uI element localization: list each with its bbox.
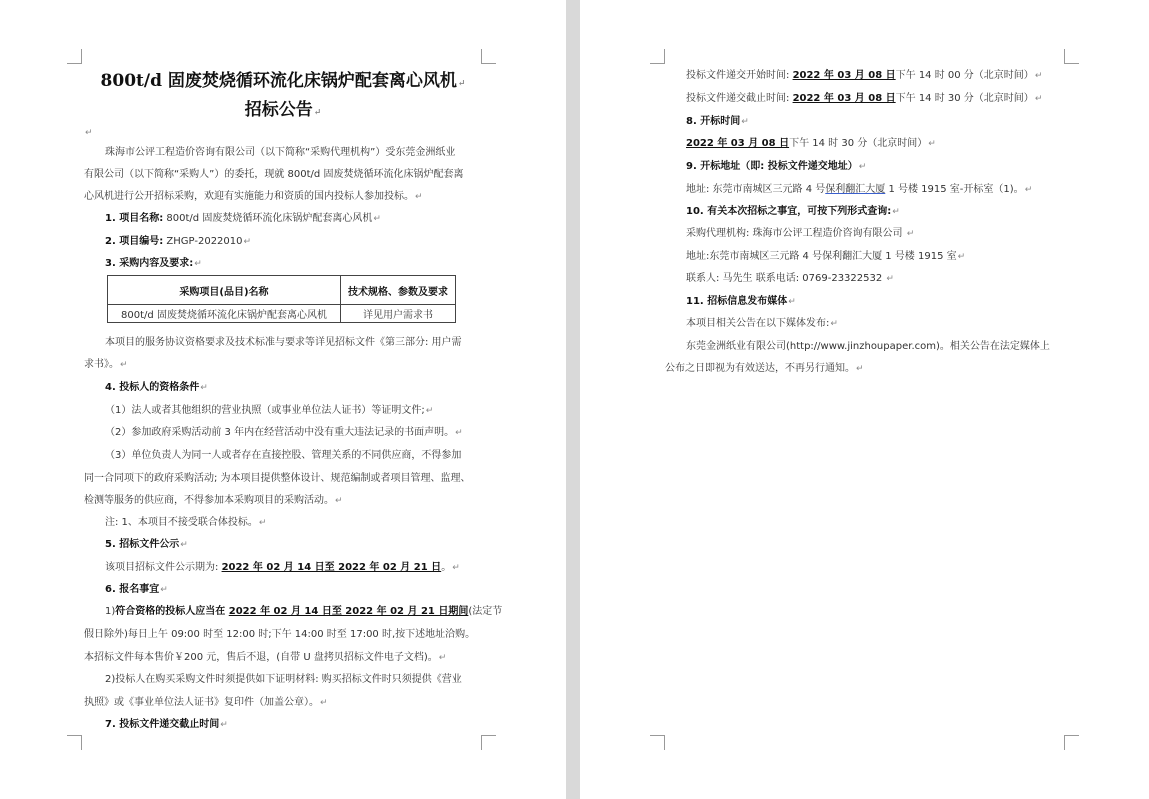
section-publicity: 5. 招标文件公示↵	[105, 539, 188, 550]
crop-mark	[67, 735, 82, 750]
qualification-item: （3）单位负责人为同一人或者存在直接控股、管理关系的不同供应商，不得参加	[105, 450, 462, 461]
crop-mark	[481, 49, 496, 64]
section-inquiry: 10. 有关本次招标之事宜，可按下列形式查询:↵	[686, 206, 900, 217]
section-opening-time: 8. 开标时间↵	[686, 116, 749, 127]
service-paragraph: 本项目的服务协议资格要求及技术标准与要求等详见招标文件《第三部分: 用户需	[105, 337, 462, 348]
table-cell: 800t/d 固废焚烧循环流化床锅炉配套离心风机	[108, 305, 341, 323]
table-header-row	[108, 276, 456, 305]
publicity-period: 该项目招标文件公示期为: 2022 年 02 月 14 日至 2022 年 02 月 21 日。↵	[105, 562, 460, 573]
empty-paragraph: ↵	[85, 128, 93, 138]
registration-paragraph: 2)投标人在购买采购文件时须提供如下证明材料: 购买招标文件时只须提供《营业	[105, 674, 462, 685]
service-paragraph: 求书》。↵	[84, 359, 128, 370]
section-registration: 6. 报名事宜↵	[105, 584, 168, 595]
address-link[interactable]: 保利翻汇大厦	[825, 184, 886, 195]
section-procurement-heading: 3. 采购内容及要求:↵	[105, 258, 202, 269]
section-submission-deadline: 7. 投标文件递交截止时间↵	[105, 719, 228, 730]
section-qualifications: 4. 投标人的资格条件↵	[105, 382, 208, 393]
registration-paragraph: 1)符合资格的投标人应当在 2022 年 02 月 14 日至 2022 年 02 月 21 日期间(法定节	[105, 606, 503, 617]
qualification-item: 检测等服务的供应商，不得参加本采购项目的采购活动。↵	[84, 495, 343, 506]
inquiry-address: 地址:东莞市南城区三元路 4 号保利翻汇大厦 1 号楼 1915 室↵	[686, 251, 966, 262]
registration-paragraph: 执照》或《事业单位法人证书》复印件（加盖公章）。↵	[84, 697, 328, 708]
intro-paragraph: 珠海市公评工程造价咨询有限公司（以下简称“采购代理机构”）受东莞金洲纸业	[105, 147, 456, 158]
table-header-cell: 技术规格、参数及要求	[341, 276, 456, 305]
opening-address: 地址: 东莞市南城区三元路 4 号保利翻汇大厦 1 号楼 1915 室-开标室（1)。↵	[686, 184, 1033, 195]
section-project-number: 2. 项目编号: ZHGP-2022010↵	[105, 236, 252, 247]
table-row	[108, 305, 456, 323]
intro-paragraph: 有限公司（以下简称“采购人”）的委托，现就 800t/d 固废焚烧循环流化床锅炉配套离	[84, 169, 464, 180]
crop-mark	[650, 49, 665, 64]
page-gutter	[566, 0, 580, 799]
section-opening-address: 9. 开标地址（即: 投标文件递交地址）↵	[686, 161, 867, 172]
opening-time: 2022 年 03 月 08 日下午 14 时 30 分（北京时间）↵	[686, 138, 936, 149]
document-subtitle: 招标公告↵	[244, 100, 322, 120]
crop-mark	[650, 735, 665, 750]
table-cell: 详见用户需求书	[341, 305, 456, 323]
qualification-item: （1）法人或者其他组织的营业执照（或事业单位法人证书）等证明文件;↵	[105, 405, 434, 416]
crop-mark	[1064, 49, 1079, 64]
submission-end-time: 投标文件递交截止时间: 2022 年 03 月 08 日下午 14 时 30 分（北京时间）↵	[686, 93, 1043, 104]
crop-mark	[1064, 735, 1079, 750]
table-header-cell: 采购项目(品目)名称	[108, 276, 341, 305]
document-page-2	[580, 0, 1149, 799]
submission-start-time: 投标文件递交开始时间: 2022 年 03 月 08 日下午 14 时 00 分（北京时间）↵	[686, 70, 1043, 81]
inquiry-contact: 联系人: 马先生 联系电话: 0769-23322532 ↵	[686, 273, 894, 284]
crop-mark	[481, 735, 496, 750]
document-page-1	[0, 0, 566, 799]
media-paragraph: 公布之日即视为有效送达，不再另行通知。↵	[665, 363, 864, 374]
registration-paragraph: 假日除外)每日上午 09:00 时至 12:00 时;下午 14:00 时至 17:00 时,按下述地址洽购。	[84, 629, 476, 640]
qualification-note: 注: 1、本项目不接受联合体投标。↵	[105, 517, 267, 528]
qualification-item: 同一合同项下的政府采购活动; 为本项目提供整体设计、规范编制或者项目管理、监理、	[84, 473, 471, 484]
media-paragraph: 本项目相关公告在以下媒体发布:↵	[686, 318, 838, 329]
document-title: 800t/d 固废焚烧循环流化床锅炉配套离心风机↵	[100, 71, 466, 91]
section-media: 11. 招标信息发布媒体↵	[686, 296, 796, 307]
procurement-table	[107, 275, 456, 323]
intro-paragraph: 心风机进行公开招标采购，欢迎有实施能力和资质的国内投标人参加投标。↵	[84, 191, 423, 202]
registration-paragraph: 本招标文件每本售价￥200 元，售后不退，(自带 U 盘拷贝招标文件电子文档)。↵	[84, 652, 447, 663]
qualification-item: （2）参加政府采购活动前 3 年内在经营活动中没有重大违法记录的书面声明。↵	[105, 427, 463, 438]
inquiry-agency: 采购代理机构: 珠海市公评工程造价咨询有限公司 ↵	[686, 228, 915, 239]
crop-mark	[67, 49, 82, 64]
media-paragraph: 东莞金洲纸业有限公司(http://www.jinzhoupaper.com)。相关公告在法定媒体上	[686, 341, 1050, 352]
section-project-name: 1. 项目名称: 800t/d 固废焚烧循环流化床锅炉配套离心风机↵	[105, 213, 381, 224]
